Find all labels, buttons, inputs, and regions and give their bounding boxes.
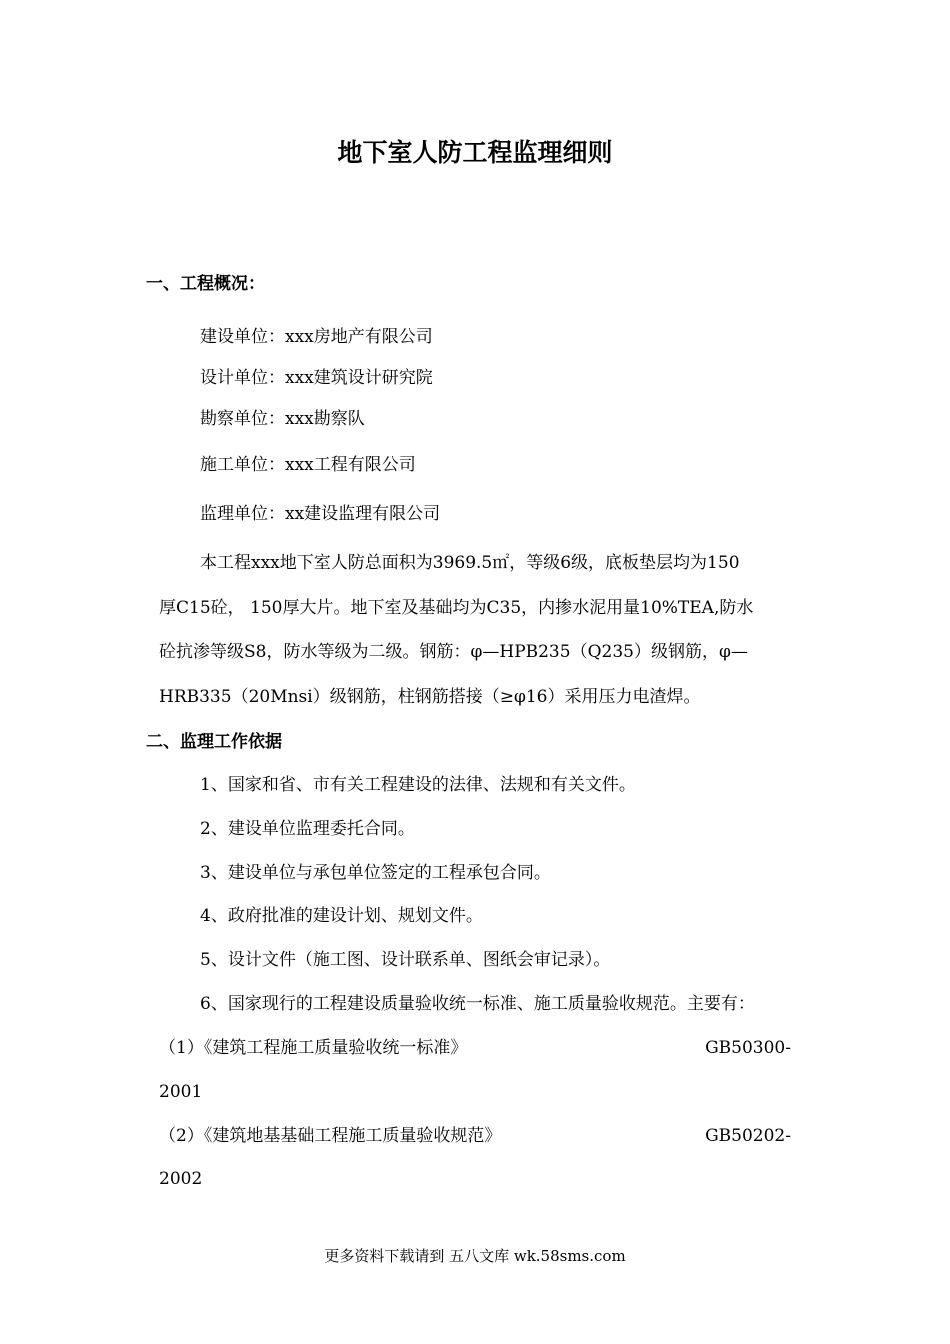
- overview-paragraph-line: 砼抗渗等级S8，防水等级为二级。钢筋：φ—HPB235（Q235）级钢筋，φ—: [159, 642, 748, 662]
- basis-item: 2、建设单位监理委托合同。: [200, 819, 415, 839]
- standard-year: 2001: [159, 1082, 203, 1102]
- design-unit: 设计单位：xxx建筑设计研究院: [200, 368, 433, 388]
- standard-code: GB50300-: [705, 1038, 791, 1058]
- supervision-unit: 监理单位：xx建设监理有限公司: [200, 504, 441, 524]
- construction-unit: 建设单位：xxx房地产有限公司: [200, 327, 433, 347]
- basis-item: 1、国家和省、市有关工程建设的法律、法规和有关文件。: [200, 775, 636, 795]
- survey-unit: 勘察单位：xxx勘察队: [200, 409, 365, 429]
- footer-download-note: 更多资料下载请到 五八文库 wk.58sms.com: [324, 1247, 626, 1265]
- standard-row: [159, 1124, 791, 1148]
- overview-paragraph-line: 厚C15砼， 150厚大片。地下室及基础均为C35，内掺水泥用量10%TEA,防水: [159, 598, 754, 618]
- basis-item: 6、国家现行的工程建设质量验收统一标准、施工质量验收规范。主要有：: [200, 994, 755, 1014]
- basis-item: 5、设计文件（施工图、设计联系单、图纸会审记录）。: [200, 950, 611, 970]
- basis-item: 3、建设单位与承包单位签定的工程承包合同。: [200, 863, 551, 883]
- section-2-heading: 二、监理工作依据: [146, 732, 282, 752]
- standard-name: （2）《建筑地基基础工程施工质量验收规范》: [159, 1126, 502, 1146]
- overview-paragraph-line: HRB335（20Mnsi）级钢筋，柱钢筋搭接（≥φ16）采用压力电渣焊。: [159, 687, 701, 707]
- overview-paragraph-line: 本工程xxx地下室人防总面积为3969.5㎡，等级6级，底板垫层均为150: [200, 553, 740, 573]
- basis-item: 4、政府批准的建设计划、规划文件。: [200, 906, 483, 926]
- section-1-heading: 一、工程概况：: [146, 274, 265, 294]
- document-title: 地下室人防工程监理细则: [337, 138, 613, 167]
- standard-name: （1）《建筑工程施工质量验收统一标准》: [159, 1038, 468, 1058]
- builder-unit: 施工单位：xxx工程有限公司: [200, 455, 416, 475]
- standard-code: GB50202-: [705, 1126, 791, 1146]
- standard-row: [159, 1036, 791, 1060]
- standard-year: 2002: [159, 1169, 203, 1189]
